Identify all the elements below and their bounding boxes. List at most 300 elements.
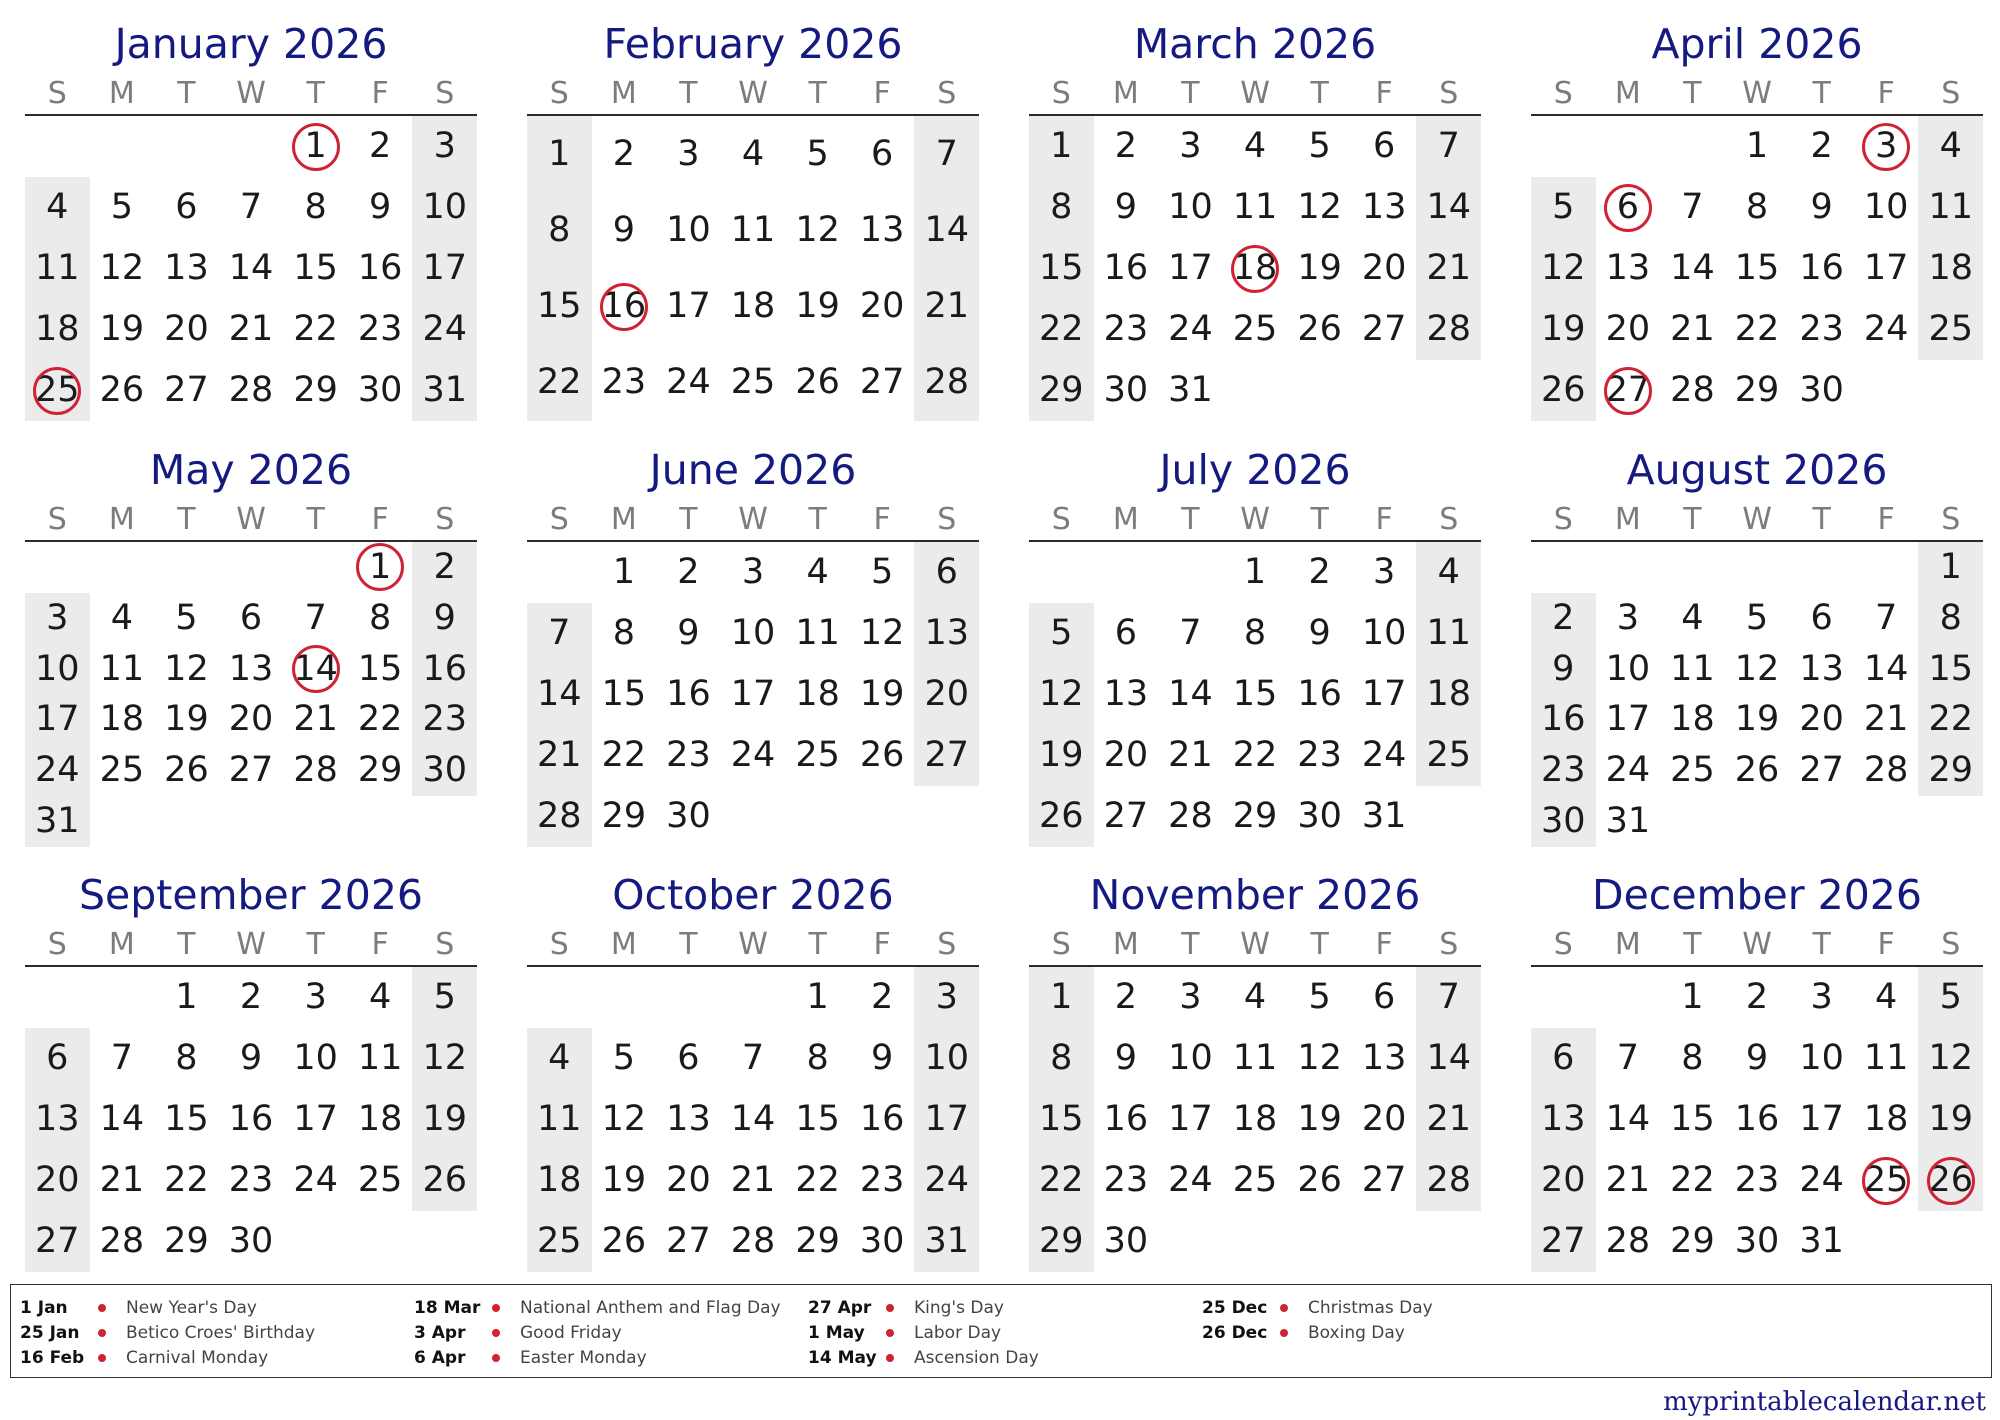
day-cell bbox=[592, 542, 657, 603]
weekday-label: W bbox=[236, 927, 266, 962]
day-number: 15 bbox=[795, 1099, 840, 1139]
legend-holiday-name: King's Day bbox=[914, 1297, 1004, 1318]
day-number: 8 bbox=[806, 1038, 829, 1078]
day-column bbox=[412, 967, 477, 1272]
day-number: 1 bbox=[175, 977, 198, 1017]
day-number: 2 bbox=[871, 977, 894, 1017]
day-number: 3 bbox=[304, 977, 327, 1017]
day-cell bbox=[154, 360, 219, 421]
day-number: 24 bbox=[924, 1160, 970, 1200]
weekday-label: M bbox=[1112, 76, 1139, 111]
day-number: 17 bbox=[924, 1099, 970, 1139]
day-column bbox=[1352, 116, 1417, 421]
day-number: 16 bbox=[666, 674, 711, 714]
day-cell bbox=[1789, 644, 1854, 695]
day-cell bbox=[1029, 725, 1094, 786]
day-cell bbox=[219, 593, 284, 644]
day-number: 5 bbox=[1308, 126, 1331, 166]
holiday-dot-icon bbox=[98, 1304, 106, 1312]
day-number: 9 bbox=[677, 613, 700, 653]
day-cell bbox=[90, 1211, 155, 1272]
day-column bbox=[656, 542, 721, 847]
day-number: 28 bbox=[537, 796, 582, 836]
day-number: 17 bbox=[1168, 1099, 1213, 1139]
day-number: 21 bbox=[1670, 309, 1715, 349]
legend-date: 6 Apr bbox=[414, 1347, 466, 1368]
day-number: 11 bbox=[357, 1038, 403, 1078]
day-number: 6 bbox=[677, 1038, 700, 1078]
day-number: 28 bbox=[1670, 370, 1715, 410]
day-number: 23 bbox=[422, 699, 468, 740]
day-cell bbox=[1287, 1150, 1352, 1211]
weekday-label: S bbox=[937, 927, 957, 962]
day-cell bbox=[25, 1089, 90, 1150]
day-cell bbox=[1918, 695, 1983, 746]
weekday-label: S bbox=[47, 76, 67, 111]
day-cell bbox=[1094, 238, 1159, 299]
day-cell bbox=[1352, 116, 1417, 177]
day-cell bbox=[1287, 1028, 1352, 1089]
day-cell bbox=[25, 796, 90, 847]
day-number: 9 bbox=[612, 209, 635, 250]
holiday-marker bbox=[292, 645, 340, 693]
day-number: 31 bbox=[35, 801, 80, 842]
day-number: 17 bbox=[293, 1099, 338, 1139]
day-number: 22 bbox=[1039, 309, 1084, 349]
day-number: 5 bbox=[1552, 187, 1575, 227]
day-cell bbox=[1918, 238, 1983, 299]
day-number: 20 bbox=[666, 1160, 711, 1200]
month-title: April 2026 bbox=[1651, 20, 1863, 68]
day-cell bbox=[527, 603, 592, 664]
day-cell bbox=[656, 116, 721, 192]
day-number: 25 bbox=[1232, 1160, 1278, 1200]
day-number: 12 bbox=[1297, 187, 1342, 227]
weekday-label: S bbox=[1439, 927, 1459, 962]
day-number: 6 bbox=[1373, 126, 1396, 166]
day-cell bbox=[1094, 664, 1159, 725]
day-number: 15 bbox=[1670, 1099, 1715, 1139]
day-number: 14 bbox=[730, 1099, 776, 1139]
weekday-label: S bbox=[1051, 502, 1071, 537]
day-number: 1 bbox=[304, 126, 327, 166]
day-number: 10 bbox=[1168, 1038, 1213, 1078]
day-number: 6 bbox=[1552, 1038, 1575, 1078]
day-column bbox=[592, 542, 657, 847]
day-number: 23 bbox=[1541, 750, 1586, 791]
day-number: 9 bbox=[239, 1038, 263, 1078]
day-number: 20 bbox=[1799, 699, 1844, 740]
weekday-label: S bbox=[435, 927, 455, 962]
day-number: 23 bbox=[1103, 309, 1149, 349]
holiday-marker bbox=[292, 123, 340, 171]
weekday-label: T bbox=[1310, 76, 1329, 111]
day-number: 29 bbox=[357, 750, 403, 791]
day-cell bbox=[1223, 1089, 1288, 1150]
month-calendar bbox=[1531, 14, 1983, 421]
weekday-header bbox=[1531, 500, 1983, 542]
weekday-label: F bbox=[1877, 927, 1895, 962]
day-column bbox=[1287, 116, 1352, 421]
day-number: 9 bbox=[1745, 1038, 1769, 1078]
day-cell bbox=[850, 1089, 915, 1150]
day-number: 22 bbox=[1670, 1160, 1715, 1200]
day-number: 18 bbox=[99, 699, 145, 740]
weekday-label: T bbox=[1683, 502, 1702, 537]
day-number: 18 bbox=[357, 1099, 403, 1139]
day-cell bbox=[219, 695, 284, 746]
day-cell bbox=[1596, 360, 1661, 421]
day-number: 25 bbox=[357, 1160, 403, 1200]
month-title: August 2026 bbox=[1626, 446, 1888, 494]
day-column bbox=[1660, 967, 1725, 1272]
legend-date: 16 Feb bbox=[20, 1347, 85, 1368]
day-number: 22 bbox=[601, 735, 647, 775]
legend-date: 18 Mar bbox=[414, 1297, 481, 1318]
day-cell bbox=[25, 1150, 90, 1211]
day-number: 7 bbox=[935, 133, 958, 174]
day-cell bbox=[1660, 1089, 1725, 1150]
day-number: 4 bbox=[741, 133, 765, 174]
day-cell bbox=[721, 116, 786, 192]
day-number: 21 bbox=[99, 1160, 145, 1200]
day-cell bbox=[850, 603, 915, 664]
weekday-label: W bbox=[1742, 927, 1772, 962]
holiday-dot-icon bbox=[492, 1329, 500, 1337]
day-cell bbox=[1660, 644, 1725, 695]
day-cell bbox=[1789, 116, 1854, 177]
day-number: 16 bbox=[1734, 1099, 1780, 1139]
weekday-label: F bbox=[873, 502, 891, 537]
day-number: 20 bbox=[1361, 248, 1407, 288]
day-number: 14 bbox=[1605, 1099, 1651, 1139]
day-cell bbox=[154, 967, 219, 1028]
day-cell bbox=[1094, 967, 1159, 1028]
day-number: 23 bbox=[601, 362, 647, 403]
day-number: 26 bbox=[1039, 796, 1084, 836]
day-cell bbox=[1223, 725, 1288, 786]
day-grid bbox=[527, 542, 979, 847]
day-number: 20 bbox=[859, 286, 905, 327]
month-calendar bbox=[527, 865, 979, 1272]
day-cell bbox=[656, 269, 721, 345]
day-number: 8 bbox=[1243, 613, 1267, 653]
day-grid bbox=[1029, 116, 1481, 421]
day-column bbox=[914, 542, 979, 847]
day-cell bbox=[1416, 1028, 1481, 1089]
site-credit[interactable]: myprintablecalendar.net bbox=[1663, 1387, 1986, 1417]
day-cell bbox=[1029, 116, 1094, 177]
day-number: 10 bbox=[1799, 1038, 1844, 1078]
day-cell bbox=[914, 664, 979, 725]
day-cell bbox=[1531, 1150, 1596, 1211]
day-number: 29 bbox=[293, 370, 338, 410]
day-number: 18 bbox=[1670, 699, 1715, 740]
weekday-label: S bbox=[937, 76, 957, 111]
month-calendar bbox=[1029, 865, 1481, 1272]
day-cell bbox=[1352, 542, 1417, 603]
day-cell bbox=[219, 360, 284, 421]
day-number: 29 bbox=[795, 1221, 840, 1261]
day-column bbox=[1789, 542, 1854, 847]
day-cell bbox=[592, 1150, 657, 1211]
day-number: 10 bbox=[1863, 187, 1909, 227]
day-number: 21 bbox=[1605, 1160, 1651, 1200]
day-grid bbox=[527, 967, 979, 1272]
day-number: 4 bbox=[806, 552, 829, 592]
month-title: October 2026 bbox=[612, 871, 894, 919]
weekday-label: T bbox=[1310, 927, 1329, 962]
day-number: 18 bbox=[1928, 248, 1974, 288]
day-number: 1 bbox=[1681, 977, 1704, 1017]
day-cell bbox=[914, 345, 979, 421]
day-number: 2 bbox=[1745, 977, 1769, 1017]
day-cell bbox=[1416, 603, 1481, 664]
day-cell bbox=[914, 1150, 979, 1211]
day-number: 7 bbox=[1437, 977, 1460, 1017]
weekday-label: W bbox=[1240, 76, 1270, 111]
weekday-label: T bbox=[808, 502, 827, 537]
holiday-marker bbox=[33, 367, 81, 415]
day-number: 4 bbox=[110, 597, 133, 638]
day-cell bbox=[1725, 593, 1790, 644]
day-number: 18 bbox=[730, 286, 776, 327]
day-cell bbox=[1094, 603, 1159, 664]
day-cell bbox=[154, 299, 219, 360]
day-column bbox=[1854, 967, 1919, 1272]
day-cell bbox=[1531, 299, 1596, 360]
day-cell bbox=[219, 1211, 284, 1272]
day-number: 24 bbox=[1799, 1160, 1844, 1200]
day-number: 7 bbox=[1437, 126, 1460, 166]
day-number: 13 bbox=[1541, 1099, 1586, 1139]
day-number: 27 bbox=[924, 735, 970, 775]
day-number: 19 bbox=[601, 1160, 647, 1200]
day-number: 17 bbox=[1361, 674, 1407, 714]
day-cell bbox=[785, 269, 850, 345]
day-cell bbox=[1416, 177, 1481, 238]
day-cell bbox=[90, 593, 155, 644]
day-cell bbox=[90, 299, 155, 360]
day-cell bbox=[1287, 786, 1352, 847]
weekday-label: M bbox=[610, 927, 637, 962]
day-number: 10 bbox=[422, 187, 468, 227]
day-column bbox=[527, 542, 592, 847]
day-cell bbox=[348, 967, 413, 1028]
day-number: 11 bbox=[730, 209, 776, 250]
day-cell bbox=[219, 1028, 284, 1089]
day-cell bbox=[1854, 1028, 1919, 1089]
day-cell bbox=[656, 725, 721, 786]
day-cell bbox=[1854, 695, 1919, 746]
day-column bbox=[1789, 116, 1854, 421]
day-cell bbox=[1029, 664, 1094, 725]
day-number: 21 bbox=[228, 309, 274, 349]
day-cell bbox=[592, 603, 657, 664]
day-number: 16 bbox=[1297, 674, 1342, 714]
day-cell bbox=[1660, 593, 1725, 644]
day-number: 13 bbox=[35, 1099, 80, 1139]
day-column bbox=[283, 967, 348, 1272]
day-cell bbox=[1352, 1150, 1417, 1211]
holiday-dot-icon bbox=[492, 1354, 500, 1362]
day-number: 8 bbox=[1939, 597, 1962, 638]
day-column bbox=[1531, 967, 1596, 1272]
day-column bbox=[592, 967, 657, 1272]
day-number: 18 bbox=[1426, 674, 1472, 714]
day-cell bbox=[721, 725, 786, 786]
day-number: 21 bbox=[1168, 735, 1213, 775]
day-number: 22 bbox=[537, 362, 582, 403]
day-number: 2 bbox=[1308, 552, 1331, 592]
weekday-label: T bbox=[1683, 927, 1702, 962]
weekday-label: T bbox=[306, 502, 325, 537]
day-cell bbox=[1725, 1028, 1790, 1089]
month-title: January 2026 bbox=[114, 20, 388, 68]
day-column bbox=[785, 116, 850, 421]
day-cell bbox=[283, 593, 348, 644]
day-column bbox=[1789, 967, 1854, 1272]
legend-date: 3 Apr bbox=[414, 1322, 466, 1343]
legend-holiday-name: Good Friday bbox=[520, 1322, 622, 1343]
day-number: 28 bbox=[1863, 750, 1909, 791]
day-number: 3 bbox=[1373, 552, 1396, 592]
day-number: 11 bbox=[99, 648, 145, 689]
day-number: 7 bbox=[304, 597, 327, 638]
day-cell bbox=[219, 745, 284, 796]
day-cell bbox=[154, 238, 219, 299]
day-number: 5 bbox=[612, 1038, 635, 1078]
day-number: 11 bbox=[35, 248, 80, 288]
weekday-label: S bbox=[1051, 76, 1071, 111]
day-number: 18 bbox=[1863, 1099, 1909, 1139]
day-number: 16 bbox=[1103, 248, 1149, 288]
day-number: 13 bbox=[666, 1099, 711, 1139]
day-column bbox=[1094, 967, 1159, 1272]
day-column bbox=[1416, 967, 1481, 1272]
day-number: 11 bbox=[1232, 187, 1278, 227]
day-cell bbox=[1352, 1028, 1417, 1089]
day-number: 31 bbox=[924, 1221, 970, 1261]
day-grid bbox=[1531, 116, 1983, 421]
day-column bbox=[1158, 967, 1223, 1272]
holiday-dot-icon bbox=[492, 1304, 500, 1312]
day-cell bbox=[527, 1150, 592, 1211]
day-cell bbox=[850, 1028, 915, 1089]
day-cell bbox=[90, 745, 155, 796]
day-number: 24 bbox=[1605, 750, 1651, 791]
day-grid bbox=[1029, 542, 1481, 847]
day-cell bbox=[914, 269, 979, 345]
day-cell bbox=[90, 1028, 155, 1089]
day-cell bbox=[1725, 299, 1790, 360]
day-cell bbox=[1725, 695, 1790, 746]
day-cell bbox=[283, 695, 348, 746]
day-cell bbox=[1223, 299, 1288, 360]
day-number: 27 bbox=[1103, 796, 1149, 836]
day-number: 26 bbox=[859, 735, 905, 775]
weekday-label: W bbox=[1742, 76, 1772, 111]
day-number: 11 bbox=[1670, 648, 1715, 689]
day-cell bbox=[154, 1028, 219, 1089]
month-calendar bbox=[25, 865, 477, 1272]
holiday-marker bbox=[1927, 1157, 1975, 1205]
holiday-dot-icon bbox=[886, 1354, 894, 1362]
day-number: 17 bbox=[1168, 248, 1213, 288]
month-title: March 2026 bbox=[1133, 20, 1377, 68]
day-number: 4 bbox=[1437, 552, 1460, 592]
day-cell bbox=[592, 1089, 657, 1150]
holiday-marker bbox=[1231, 245, 1279, 293]
day-cell bbox=[527, 1211, 592, 1272]
day-cell bbox=[154, 644, 219, 695]
day-cell bbox=[1223, 542, 1288, 603]
day-cell bbox=[1094, 177, 1159, 238]
day-cell bbox=[721, 1089, 786, 1150]
day-number: 17 bbox=[422, 248, 468, 288]
day-cell bbox=[1918, 967, 1983, 1028]
day-cell bbox=[283, 360, 348, 421]
day-column bbox=[154, 116, 219, 421]
day-number: 10 bbox=[666, 209, 711, 250]
day-number: 30 bbox=[1103, 1221, 1149, 1261]
weekday-label: T bbox=[1812, 76, 1831, 111]
day-column bbox=[1596, 967, 1661, 1272]
day-cell bbox=[25, 1211, 90, 1272]
day-cell bbox=[412, 967, 477, 1028]
day-cell bbox=[1918, 1089, 1983, 1150]
day-cell bbox=[1531, 238, 1596, 299]
day-number: 19 bbox=[1297, 1099, 1342, 1139]
day-cell bbox=[914, 116, 979, 192]
day-cell bbox=[1287, 664, 1352, 725]
month-title: May 2026 bbox=[149, 446, 353, 494]
weekday-header bbox=[1531, 925, 1983, 967]
month-title: February 2026 bbox=[603, 20, 903, 68]
day-number: 6 bbox=[871, 133, 894, 174]
day-cell bbox=[348, 593, 413, 644]
day-number: 25 bbox=[537, 1221, 582, 1261]
day-cell bbox=[25, 1028, 90, 1089]
weekday-label: M bbox=[108, 927, 135, 962]
day-cell bbox=[283, 745, 348, 796]
day-number: 16 bbox=[1799, 248, 1844, 288]
day-column bbox=[25, 116, 90, 421]
day-column bbox=[1725, 116, 1790, 421]
day-number: 22 bbox=[795, 1160, 840, 1200]
day-number: 13 bbox=[1605, 248, 1651, 288]
day-cell bbox=[1094, 1211, 1159, 1272]
weekday-label: M bbox=[1614, 502, 1641, 537]
day-number: 29 bbox=[1039, 1221, 1084, 1261]
weekday-label: T bbox=[1812, 927, 1831, 962]
day-cell bbox=[1596, 644, 1661, 695]
day-number: 1 bbox=[548, 133, 571, 174]
day-column bbox=[154, 542, 219, 847]
day-cell bbox=[283, 967, 348, 1028]
day-column bbox=[1352, 542, 1417, 847]
day-cell bbox=[1287, 1089, 1352, 1150]
weekday-label: T bbox=[1310, 502, 1329, 537]
day-column bbox=[412, 542, 477, 847]
day-cell bbox=[1029, 360, 1094, 421]
day-number: 25 bbox=[1426, 735, 1472, 775]
day-number: 10 bbox=[730, 613, 776, 653]
day-number: 18 bbox=[537, 1160, 582, 1200]
day-number: 9 bbox=[1552, 648, 1575, 689]
day-cell bbox=[219, 644, 284, 695]
day-number: 27 bbox=[228, 750, 274, 791]
